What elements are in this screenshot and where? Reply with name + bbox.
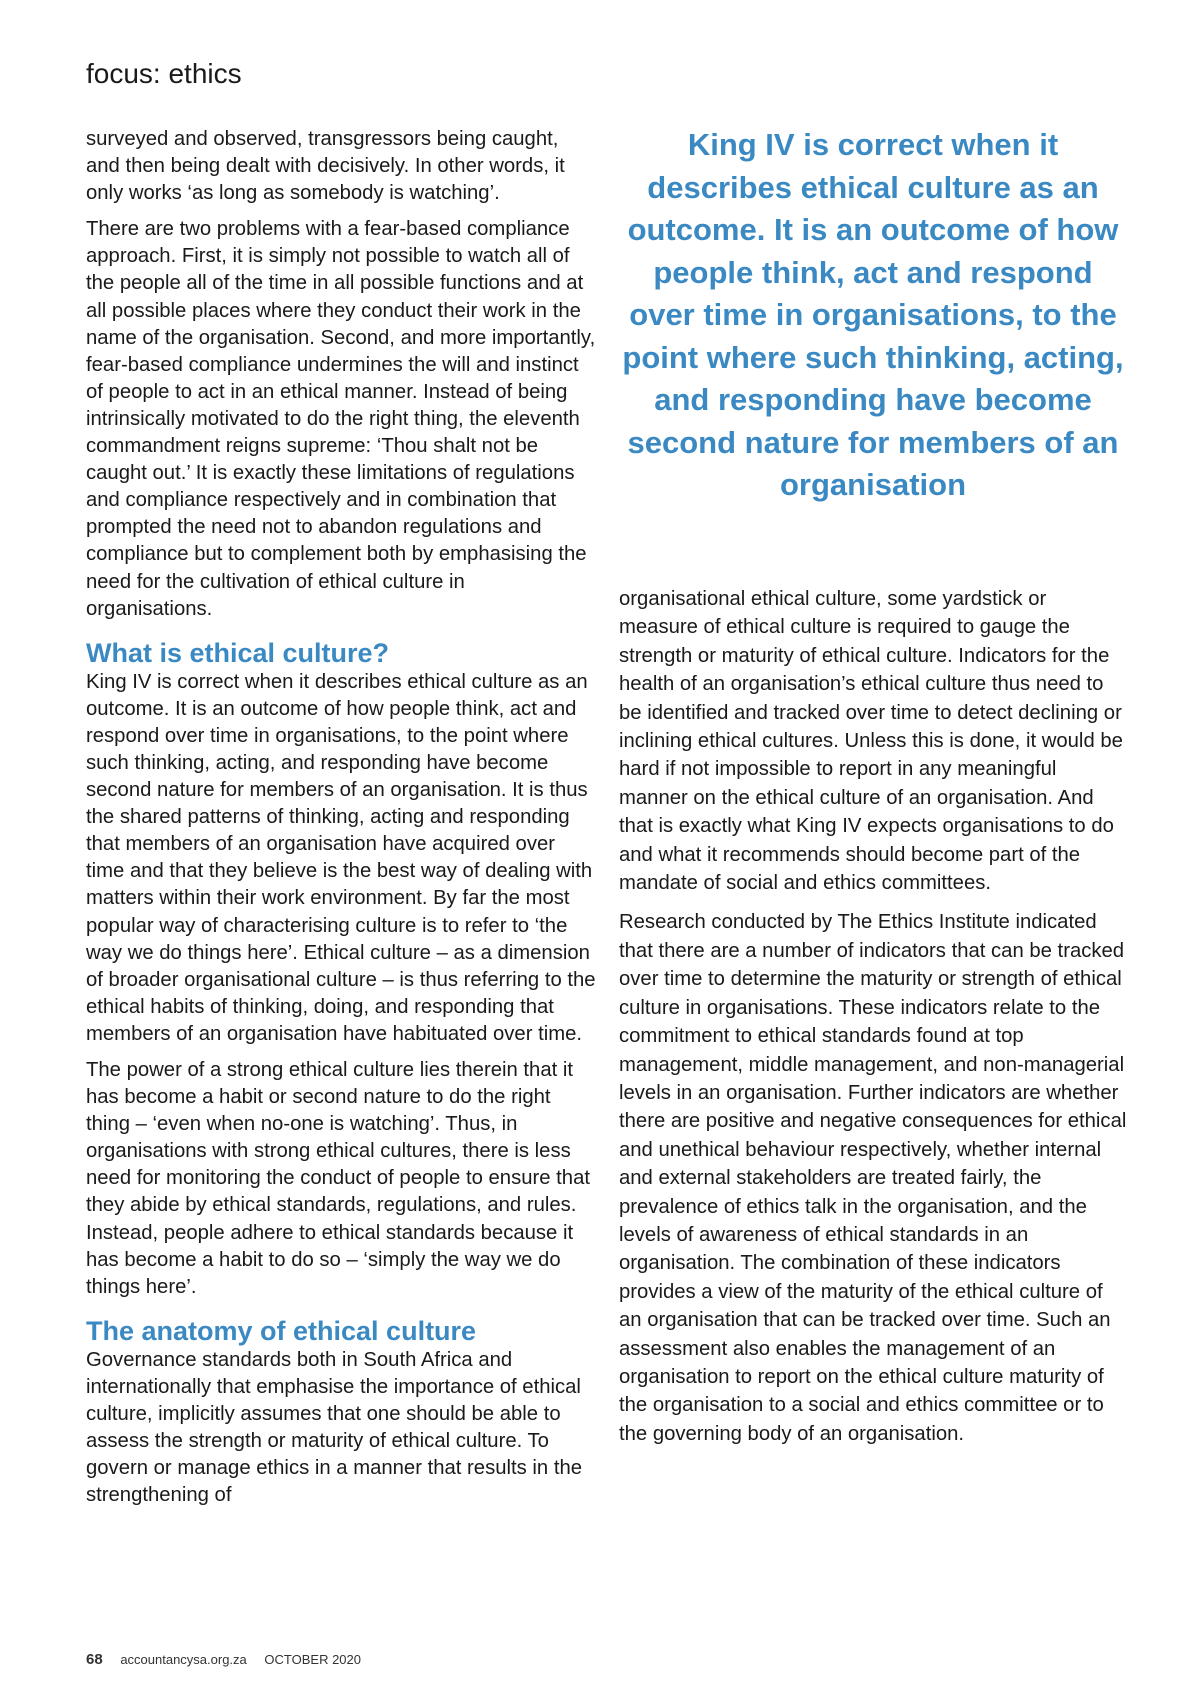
paragraph: Governance standards both in South Africa and internationally that emphasise the importance of ethical culture, implicitly assumes that one should be able to assess the strength or maturity of ethical culture. To govern or manage ethics in a manner that results in the strengthening of (86, 1348, 583, 1507)
paragraph: King IV is correct when it describes ethical culture as an outcome. It is an outcome of how people think, act and respond over time in organisations, to the point where such thinking, acting, and responding have become second nature for members of an organisation. It is thus the shared patterns of thinking, acting and responding that members of an organisation have acquired over time and that they believe is the best way of dealing with matters within their work environment. By far the most popular way of characterising culture is to refer to ‘the way we do things here’. Ethical culture – as a dimension of broader organisational culture – is thus referring to the ethical habits of thinking, doing, and responding that members of an organisation have habituated over time. (86, 670, 596, 1045)
paragraph: surveyed and observed, transgressors being caught, and then being dealt with decisively. In other words, it only works ‘as long as somebody is watching’. (86, 128, 565, 205)
pull-quote: King IV is correct when it describes ethical culture as an outcome. It is an outcome of how people think, act and respond over time in organisations, to the point where such thinking, acting, and responding have become second nature for members of an organisation (622, 127, 1124, 502)
paragraph: Research conducted by The Ethics Institute indicated that there are a number of indicators that can be tracked over time to determine the maturity or strength of ethical culture in organisations. These indicators relate to the commitment to ethical standards found at top management, middle management, and non-managerial levels in an organisation. Further indicators are whether there are positive and negative consequences for ethical and unethical behaviour respectively, whether internal and external stakeholders are treated fairly, the prevalence of ethics talk in the organisation, and the levels of awareness of ethical standards in an organisation. The combination of these indicators provides a view of the maturity of the ethical culture of an organisation that can be tracked over time. Such an assessment also enables the management of an organisation to report on the ethical culture maturity of the organisation to a social and ethics committee or to the governing body of an organisation. (619, 911, 1127, 1445)
website-link[interactable]: accountancysa.org.za (120, 1652, 247, 1667)
issue-date: OCTOBER 2020 (264, 1652, 361, 1667)
section-heading: What is ethical culture? (86, 637, 390, 668)
left-column (86, 126, 596, 1518)
paragraph: organisational ethical culture, some yardstick or measure of ethical culture is required to gauge the strength or maturity of ethical culture. Indicators for the health of an organisation’s ethical culture thus need to be identified and tracked over time to detect declining or inclining ethical cultures. Unless this is done, it would be hard if not impossible to report in any meaningful manner on the ethical culture of an organisation. And that is exactly what King IV expects organisations to do and what it recommends should become part of the mandate of social and ethics committees. (619, 588, 1123, 895)
page-number: 68 (86, 1651, 103, 1668)
page-footer (86, 1651, 361, 1668)
paragraph: The power of a strong ethical culture lies therein that it has become a habit or second nature to do the right thing – ‘even when no-one is watching’. Thus, in organisations with strong ethical cultures, there is less need for monitoring the conduct of people to ensure that they abide by ethical standards, regulations, and rules. Instead, people adhere to ethical standards because it has become a habit to do so – ‘simply the way we do things here’. (86, 1059, 590, 1298)
right-column (619, 585, 1127, 1459)
section-heading: The anatomy of ethical culture (86, 1315, 477, 1346)
section-tag: focus: ethics (86, 58, 242, 89)
paragraph: There are two problems with a fear-based compliance approach. First, it is simply not possible to watch all of the people all of the time in all possible functions and at all possible places where they conduct their work in the name of the organisation. Second, and more importantly, fear-based compliance undermines the will and instinct of people to act in an ethical manner. Instead of being intrinsically motivated to do the right thing, the eleventh commandment reigns supreme: ‘Thou shalt not be caught out.’ It is exactly these limitations of regulations and compliance respectively and in combination that prompted the need not to abandon regulations and compliance but to complement both by emphasising the need for the cultivation of ethical culture in organisations. (86, 218, 596, 620)
